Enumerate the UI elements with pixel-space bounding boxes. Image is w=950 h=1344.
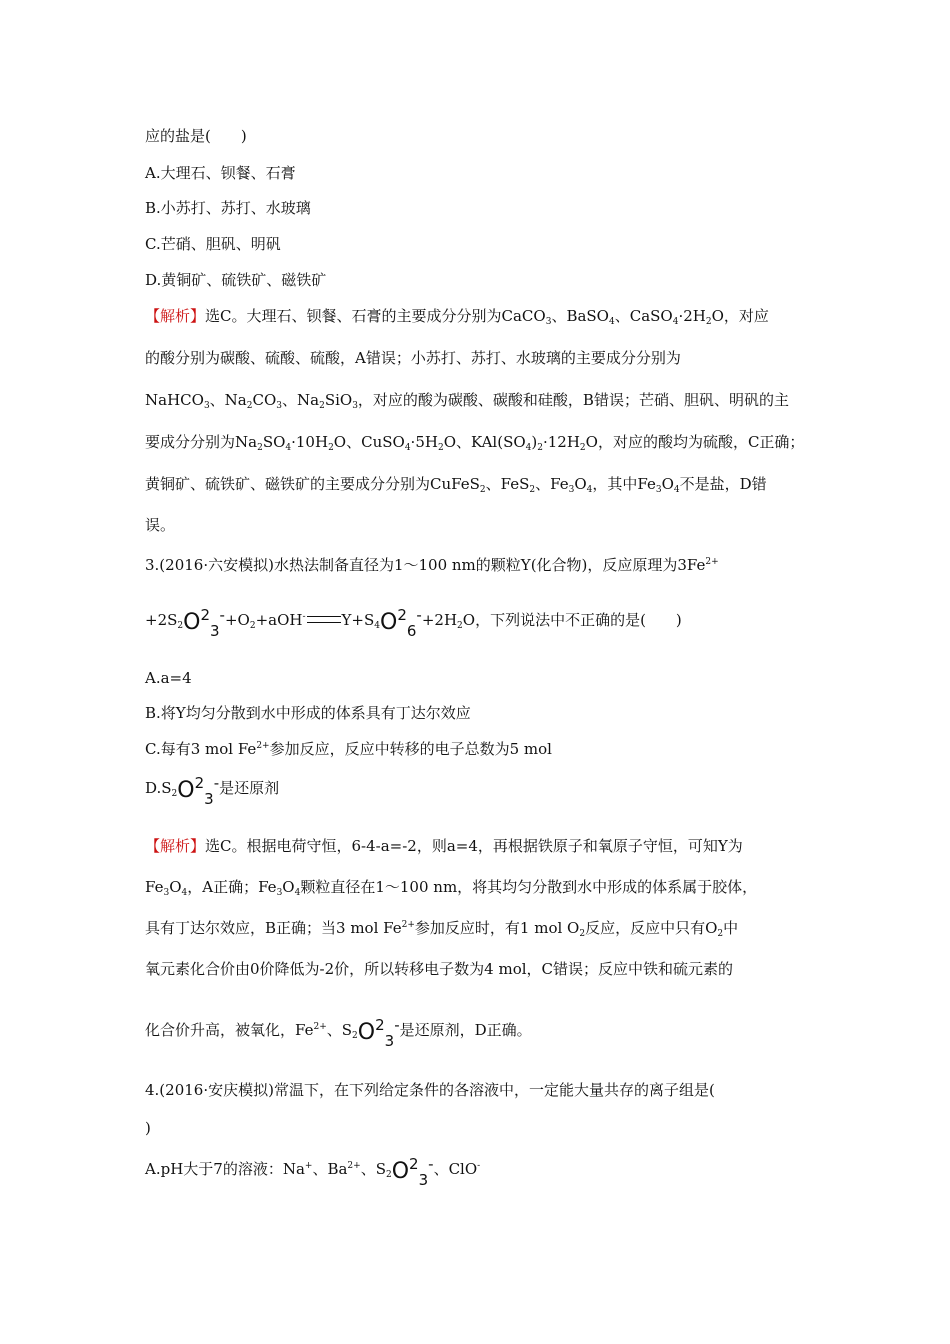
q2-option-a: A.大理石、钡餐、石膏 <box>145 164 296 182</box>
q3-option-c: C.每有3 mol $Fe^{2+}$参加反应，反应中转移的电子总数为5 mol <box>145 740 552 758</box>
q3-explanation-line-4: 氧元素化合价由0价降低为-2价，所以转移电子数为4 mol，C错误；反应中铁和硫元素的 <box>145 960 733 978</box>
q2-option-b: B.小苏打、苏打、水玻璃 <box>145 199 311 217</box>
q4-stem-line-2: ) <box>145 1119 151 1137</box>
q3-equation: $+2S_2O^2_3^-+O_2+aOH^-$ $Y+S_4O^2_6^-+2H_2O$，下列说法中不正确的是( ) <box>145 606 682 640</box>
q2-answer-tag: 【解析】 <box>145 307 206 325</box>
q3-explanation-line-2: $Fe_3O_4$，A正确；$Fe_3O_4$颗粒直径在1～100 nm，将其均匀分散到水中形成的体系属于胶体， <box>145 878 758 898</box>
q2-explanation-line-2: 的酸分别为碳酸、硫酸、硫酸，A错误；小苏打、苏打、水玻璃的主要成分分别为 <box>145 349 681 367</box>
q2-explanation-line-5: 黄铜矿、硫铁矿、磁铁矿的主要成分分别为CuFeS$_2$、FeS$_2$、$Fe_3O_4$，其中$Fe_3O_4$不是盐，D错 <box>145 475 767 495</box>
q3-option-b: B.将Y均匀分散到水中形成的体系具有丁达尔效应 <box>145 704 471 722</box>
q2-stem-tail: 应的盐是( ) <box>145 127 247 145</box>
q2-explanation-line-4: 要成分分别为$Na_2SO_4\cdot 10H_2O$、$CuSO_4\cdot 5H_2O$、$KAl(SO_4)_2\cdot 12H_2O$，对应的酸均为硫酸，C正确； <box>145 433 805 453</box>
q2-option-d: D.黄铜矿、硫铁矿、磁铁矿 <box>145 271 327 289</box>
q3-explanation-line-1: 【解析】选C。根据电荷守恒，6-4-a=-2，则a=4，再根据铁原子和氧原子守恒，可知Y为 <box>145 837 743 855</box>
q2-option-c: C.芒硝、胆矾、明矾 <box>145 235 281 253</box>
q3-answer-tag: 【解析】 <box>145 837 206 855</box>
q3-stem-line-1: 3.(2016·六安模拟)水热法制备直径为1～100 nm的颗粒Y(化合物)，反应原理为$3Fe^{2+}$ <box>145 556 719 574</box>
q3-option-a: A.a=4 <box>145 669 192 687</box>
q3-explanation-line-3: 具有丁达尔效应，B正确；当3 mol $Fe^{2+}$参加反应时，有1 mol $O_2$反应，反应中只有$O_2$中 <box>145 919 739 939</box>
q4-option-a: A.pH大于7的溶液：Na+、$Ba^{2+}$、$S_2O^2_3^-$、ClO- <box>145 1155 481 1189</box>
q2-explanation-line-3: NaHCO$_3$、$Na_2CO_3$、$Na_2SiO_3$，对应的酸为碳酸、碳酸和硅酸，B错误；芒硝、胆矾、明矾的主 <box>145 391 789 411</box>
q4-stem-line-1: 4.(2016·安庆模拟)常温下，在下列给定条件的各溶液中，一定能大量共存的离子组是( <box>145 1081 715 1099</box>
q2-explanation-line-1: 【解析】选C。大理石、钡餐、石膏的主要成分分别为CaCO$_3$、BaSO$_4$、$CaSO_4\cdot 2H_2O$，对应 <box>145 307 769 327</box>
q2-explanation-line-6: 误。 <box>145 516 176 534</box>
q3-explanation-line-5: 化合价升高，被氧化，$Fe^{2+}$、$S_2O^2_3^-$是还原剂，D正确。 <box>145 1016 532 1050</box>
q3-option-d: $D.S_2O^2_3^-$是还原剂 <box>145 774 280 808</box>
equals-sign-icon <box>307 616 341 623</box>
